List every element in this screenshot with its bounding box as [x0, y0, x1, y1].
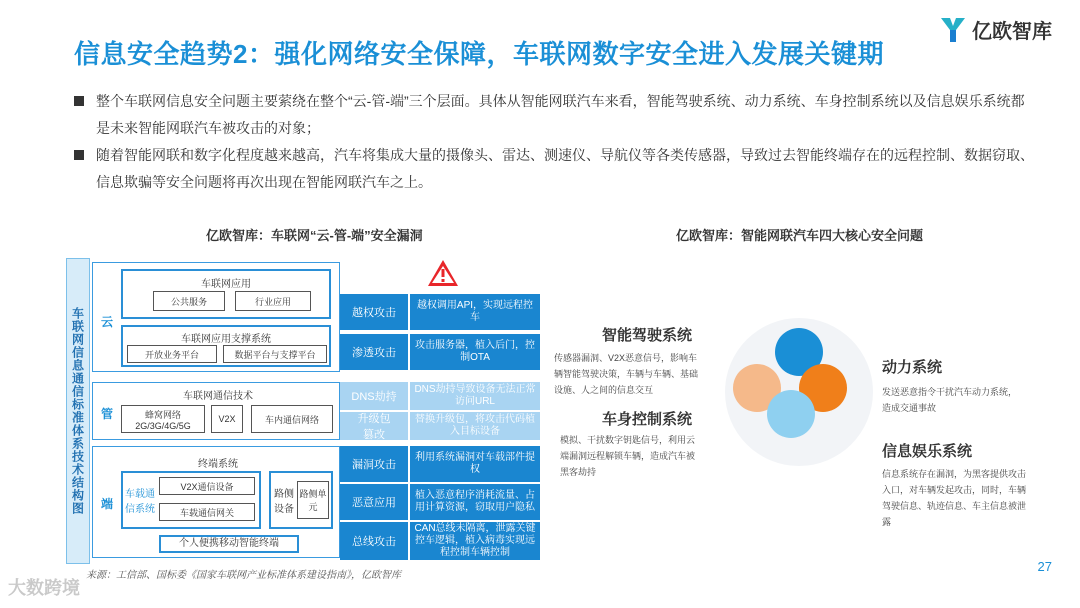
- attack-label: 升级包篡改: [340, 412, 408, 440]
- warning-icon: [426, 258, 460, 288]
- four-systems-graphic: [725, 318, 873, 466]
- system-desc: 传感器漏洞、V2X恶意信号，影响车辆智能驾驶决策，车辆与车辆、基础设施、人之间的信息交互: [554, 353, 699, 395]
- system-title: 信息娱乐系统: [882, 443, 973, 460]
- app-box: [121, 269, 331, 319]
- app-title: 车联网应用: [201, 279, 251, 290]
- system-desc: 发送恶意指令干扰汽车动力系统，造成交通事故: [882, 387, 1018, 413]
- public-service-box: 公共服务: [153, 291, 225, 311]
- square-bullet-icon: [74, 150, 84, 160]
- vehicle-comm-label: 车载通信系统: [125, 477, 155, 523]
- attack-desc: 植入恶意程序消耗流量、占用计算资源，窃取用户隐私: [410, 484, 540, 520]
- in-vehicle-network-box: 车内通信网络: [251, 405, 333, 433]
- square-bullet-icon: [74, 96, 84, 106]
- pipe-tech-title: 车联网通信技术: [183, 391, 253, 402]
- attack-label: DNS劫持: [340, 382, 408, 410]
- industry-app-box: 行业应用: [235, 291, 311, 311]
- bullet-text: 随着智能网联和数字化程度越来越高，汽车将集成大量的摄像头、雷达、测速仪、导航仪等各类传感器，导致过去智能终端存在的远程控制、数据窃取、信息欺骗等安全问题将再次出现在智能网联汽车之上。: [96, 147, 1034, 190]
- gateway-box: 车载通信网关: [159, 503, 255, 521]
- system-title: 动力系统: [882, 359, 943, 376]
- left-chart-title: 亿欧智库：车联网“云-管-端”安全漏洞: [206, 228, 423, 243]
- portable-terminal-box: 个人便携移动智能终端: [159, 535, 299, 553]
- attack-label: 渗透攻击: [340, 334, 408, 370]
- end-layer: [92, 446, 340, 558]
- attack-label: 总线攻击: [340, 522, 408, 560]
- vertical-title: 车联网信息通信标准体系技术结构图: [66, 258, 90, 564]
- source-note: 来源：工信部、国标委《国家车联网产业标准体系建设指南》，亿欧智库: [86, 570, 401, 581]
- attack-desc: 替换升级包，将攻击代码植入目标设备: [410, 412, 540, 440]
- cloud-label: 云: [101, 315, 114, 329]
- watermark: 大数跨境: [8, 578, 80, 598]
- light-blue-circle: [767, 390, 815, 438]
- system-title: 智能驾驶系统: [602, 327, 693, 344]
- roadside-box: [269, 471, 333, 529]
- brand-logo-icon: [938, 14, 968, 44]
- data-platform-box: 数据平台与支撑平台: [223, 345, 327, 363]
- system-desc: 信息系统存在漏洞，为黑客提供攻击入口，对车辆发起攻击，同时，车辆驾驶信息、轨迹信息、车主信息被泄露: [882, 469, 1027, 527]
- attack-desc: CAN总线未隔离，泄露关键控车逻辑，植入病毒实现远程控制车辆控制: [410, 522, 540, 560]
- roadside-unit-box: 路侧单元: [297, 481, 329, 519]
- attack-label: 越权攻击: [340, 294, 408, 330]
- bullet-item: [74, 88, 1034, 142]
- cellular-box: 蜂窝网络 2G/3G/4G/5G: [121, 405, 205, 433]
- v2x-device-box: V2X通信设备: [159, 477, 255, 495]
- brand-logo: [938, 14, 1052, 44]
- bullet-text: 整个车联网信息安全问题主要萦绕在整个“云-管-端”三个层面。具体从智能网联汽车来看，智能驾驶系统、动力系统、车身控制系统以及信息娱乐系统都是未来智能网联汽车被攻击的对象；: [96, 93, 1025, 136]
- bullet-list: [74, 88, 1034, 196]
- attack-label: 漏洞攻击: [340, 446, 408, 482]
- attack-label: 恶意应用: [340, 484, 408, 520]
- cloud-layer: [92, 262, 340, 372]
- support-title: 车联网应用支撑系统: [181, 334, 271, 345]
- attack-desc: 越权调用API，实现远程控车: [410, 294, 540, 330]
- attack-desc: 利用系统漏洞对车载部件提权: [410, 446, 540, 482]
- right-chart-title: 亿欧智库：智能网联汽车四大核心安全问题: [676, 228, 924, 243]
- system-desc: 模拟、干扰数字钥匙信号，利用云端漏洞远程解锁车辆，造成汽车被黑客劫持: [560, 435, 696, 477]
- support-system-box: [121, 325, 331, 367]
- roadside-label: 路侧设备: [273, 475, 295, 525]
- brand-name: 亿欧智库: [972, 20, 1052, 43]
- pipe-layer: [92, 382, 340, 440]
- system-title: 车身控制系统: [602, 411, 693, 428]
- terminal-title: 终端系统: [198, 459, 238, 470]
- page-number: 27: [1037, 559, 1052, 574]
- attack-desc: 攻击服务器，植入后门，控制OTA: [410, 334, 540, 370]
- attack-desc: DNS劫持导致设备无法正常访问URL: [410, 382, 540, 410]
- cloud-pipe-end-diagram: [66, 258, 546, 564]
- bullet-item: [74, 142, 1034, 196]
- end-label: 端: [101, 497, 114, 511]
- open-platform-box: 开放业务平台: [127, 345, 217, 363]
- v2x-box: V2X: [211, 405, 243, 433]
- pipe-label: 管: [101, 407, 114, 421]
- vehicle-comm-box: [121, 471, 261, 529]
- page-title: 信息安全趋势2：强化网络安全保障，车联网数字安全进入发展关键期: [74, 39, 884, 69]
